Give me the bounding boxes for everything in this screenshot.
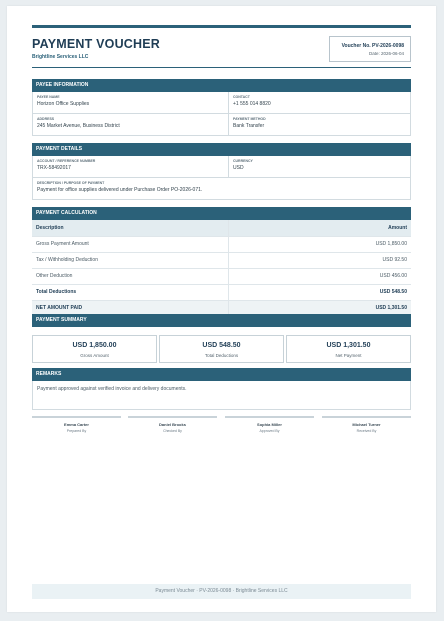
page-footer: Payment Voucher · PV-2026-0098 · Brightline Services LLC <box>32 584 411 599</box>
payment-method-value: Bank Transfer <box>233 123 265 129</box>
voucher-page <box>7 6 436 612</box>
signature-name: Daniel Brooks <box>159 422 186 427</box>
voucher-number: Voucher No. PV-2026-0098 <box>341 43 404 49</box>
description-value: Payment for office supplies delivered under Purchase Order PO-2026-071. <box>37 187 203 193</box>
total-deductions-row <box>32 284 411 300</box>
voucher-info-box <box>329 36 411 62</box>
currency-cell <box>229 156 410 178</box>
payee-section-heading: PAYEE INFORMATION <box>32 79 411 92</box>
remarks-box <box>32 381 411 410</box>
details-section-heading: PAYMENT DETAILS <box>32 143 411 156</box>
description-cell <box>33 178 410 199</box>
account-cell <box>33 156 229 178</box>
signature-checked <box>128 416 217 433</box>
summary-net-label: Net Payment <box>335 353 362 358</box>
column-header-description: Description <box>32 220 228 236</box>
signature-name: Michael Turner <box>352 422 381 427</box>
description-label: DESCRIPTION / PURPOSE OF PAYMENT <box>37 181 105 185</box>
header-accent-bar <box>32 25 411 28</box>
summary-gross-amount: USD 1,850.00 <box>72 342 117 349</box>
calculation-section-heading: PAYMENT CALCULATION <box>32 207 411 220</box>
payee-grid <box>32 92 411 136</box>
summary-section-heading: PAYMENT SUMMARY <box>32 314 411 327</box>
payment-method-label: PAYMENT METHOD <box>233 117 266 121</box>
signature-line <box>225 416 314 418</box>
signature-role: Received By <box>356 429 377 433</box>
signature-line <box>322 416 411 418</box>
summary-deductions-label: Total Deductions <box>204 353 239 358</box>
calculation-table <box>32 220 411 317</box>
payee-contact-value: +1 555 014 8820 <box>233 101 271 107</box>
currency-value: USD <box>233 165 244 171</box>
payee-name-value: Horizon Office Supplies <box>37 101 90 107</box>
account-label: ACCOUNT / REFERENCE NUMBER <box>37 159 96 163</box>
row-label: NET AMOUNT PAID <box>32 300 228 316</box>
row-amount: USD 548.50 <box>228 284 411 300</box>
payee-contact-cell <box>229 92 410 114</box>
payee-name-label: PAYEE NAME <box>37 95 60 99</box>
row-label: Other Deduction <box>32 268 228 284</box>
summary-deductions-box <box>159 335 284 363</box>
voucher-date: Date: 2026-06-04 <box>368 51 404 56</box>
signature-role: Prepared By <box>66 429 87 433</box>
row-amount: USD 1,850.00 <box>228 236 411 252</box>
signature-name: Sophia Miller <box>257 422 282 427</box>
signature-prepared <box>32 416 121 433</box>
payment-method-cell <box>229 114 410 135</box>
calculation-header-row <box>32 220 411 236</box>
payee-contact-label: CONTACT <box>233 95 250 99</box>
header-divider <box>32 67 411 68</box>
signature-line <box>128 416 217 418</box>
signature-role: Checked By <box>163 429 182 433</box>
table-row <box>32 252 411 268</box>
document-title: PAYMENT VOUCHER <box>32 37 161 51</box>
details-grid <box>32 156 411 200</box>
remarks-text: Payment approved against verified invoice and delivery documents. <box>37 386 187 392</box>
signature-name: Emma Carter <box>64 422 89 427</box>
signature-received <box>322 416 411 433</box>
row-label: Tax / Withholding Deduction <box>32 252 228 268</box>
summary-gross-label: Gross Amount <box>80 353 109 358</box>
row-amount: USD 92.50 <box>228 252 411 268</box>
summary-net-amount: USD 1,301.50 <box>326 342 371 349</box>
summary-gross-box <box>32 335 157 363</box>
payee-name-cell <box>33 92 229 114</box>
remarks-section-heading: REMARKS <box>32 368 411 381</box>
row-amount: USD 456.00 <box>228 268 411 284</box>
signature-approved <box>225 416 314 433</box>
row-amount: USD 1,301.50 <box>228 300 411 316</box>
table-row <box>32 236 411 252</box>
row-label: Total Deductions <box>32 284 228 300</box>
row-label: Gross Payment Amount <box>32 236 228 252</box>
payee-address-cell <box>33 114 229 135</box>
table-row <box>32 268 411 284</box>
account-value: TRX-58492017 <box>37 165 71 171</box>
payee-address-label: ADDRESS <box>37 117 55 121</box>
payee-address-value: 245 Market Avenue, Business District <box>37 123 120 129</box>
summary-deductions-amount: USD 548.50 <box>202 342 241 349</box>
company-name: Brightline Services LLC <box>32 54 89 60</box>
signature-line <box>32 416 121 418</box>
currency-label: CURRENCY <box>233 159 253 163</box>
column-header-amount: Amount <box>228 220 411 236</box>
signature-role: Approved By <box>259 429 280 433</box>
summary-net-box <box>286 335 411 363</box>
